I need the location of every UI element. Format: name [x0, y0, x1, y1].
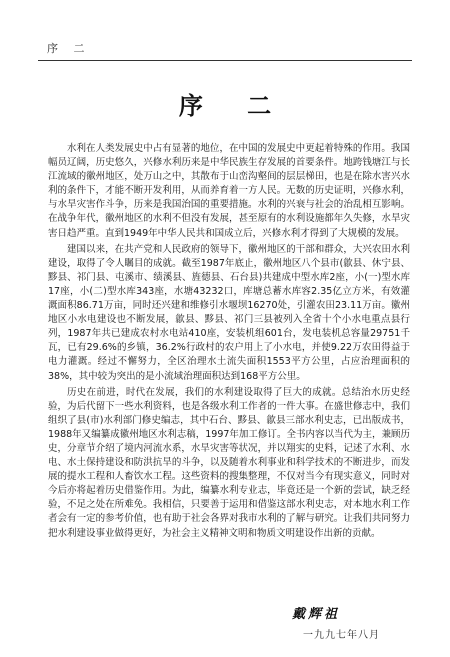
signature-date: 一九九七年八月: [303, 630, 380, 641]
paragraph-3: 历史在前进，时代在发展，我们的水利建设取得了巨大的成就。总结治水历史经验，为后代留下一些水利资料，也是各级水利工作者的一件大事。在盛世修志中，我们组织了县(市)水利部门修史编志，其中石台、黟县、歙县三部水利史志，已出版成书，1988年又编纂成徽州地区水利志稿，1997年加工修订。全书内容以当代为主，兼顾历史，分章节介绍了境内河流水系，水旱灾害等状况，并以翔实的史料，记述了水利、水电、水土保持建设和防洪抗旱的斗争，以及随着水利事业和科学技术的不断进步，而发展的提水工程和人畜饮水工程。这些资料的搜集整理，不仅对当今有现实意义，同时对今后亦将起着历史借鉴作用。为此，编纂水利专业志，毕竟还是一个新的尝试，缺乏经验，不足之处在所难免。我相信，只要善于运用和借鉴这部水利史志，对本地水利工作者会有一定的参考价值，也有助于社会各界对我市水利的了解与研究。让我们共同努力把水利建设事业做得更好，为社会主义精神文明和物质文明建设作出新的贡献。: [48, 386, 410, 539]
paragraph-2: 建国以来，在共产党和人民政府的领导下，徽州地区的干部和群众，大兴农田水利建设，取得了令人瞩目的成就。截至1987年底止，徽州地区八个县市(歙县、休宁县、黟县、祁门县、屯溪市、绩溪县、旌德县、石台县)共建成中型水库2座，小(一)型水库17座，小(二)型水库343座，水塘43232口，库塘总蓄水库容2.35亿立方米，有效灌溉面积86.71万亩，同时还兴建和维修引水堰坝16270处，引灌农田23.11万亩。徽州地区小水电建设也不断发展，歙县、黟县、祁门三县被列入全省十个小水电重点县行列，1987年共已建成农村水电站410座，安装机组601台，发电装机总容量29751千瓦，已有29.6%的乡镇，36.2%行政村的农户用上了小水电，并使9.22万农田得益于电力灌溉。经过不懈努力，全区治理水土流失面积1553平方公里，占应治理面积的38%，其中较为突出的是小流域治理面积达到168平方公里。: [48, 243, 410, 382]
preface-body: [48, 142, 410, 541]
running-head: 序 二: [47, 42, 91, 55]
author-signature: 戴辉祖: [291, 607, 340, 622]
page-title: 序 二: [178, 91, 290, 120]
paragraph-1: 水利在人类发展史中占有显著的地位，在中国的发展史中更起着特殊的作用。我国幅员辽阔，历史悠久，兴修水利历来是中华民族生存发展的首要条件。地跨钱塘江与长江流域的徽州地区，处万山之中，其散布于山峦沟壑间的层层梯田，也是在除水害兴水利的条件下，才能不断开发利用，从而养育着一方人民。无数的历史证明，兴修水利，与水旱灾害作斗争，历来是我国治国的重要措施。水利的兴衰与社会的治乱相互影响。在战争年代，徽州地区的水利不但没有发展，甚至原有的水利设施都年久失修，水旱灾害日趋严重。直到1949年中华人民共和国成立后，兴修水利才得到了大规模的发展。: [48, 143, 410, 239]
header-rule: [38, 60, 412, 61]
